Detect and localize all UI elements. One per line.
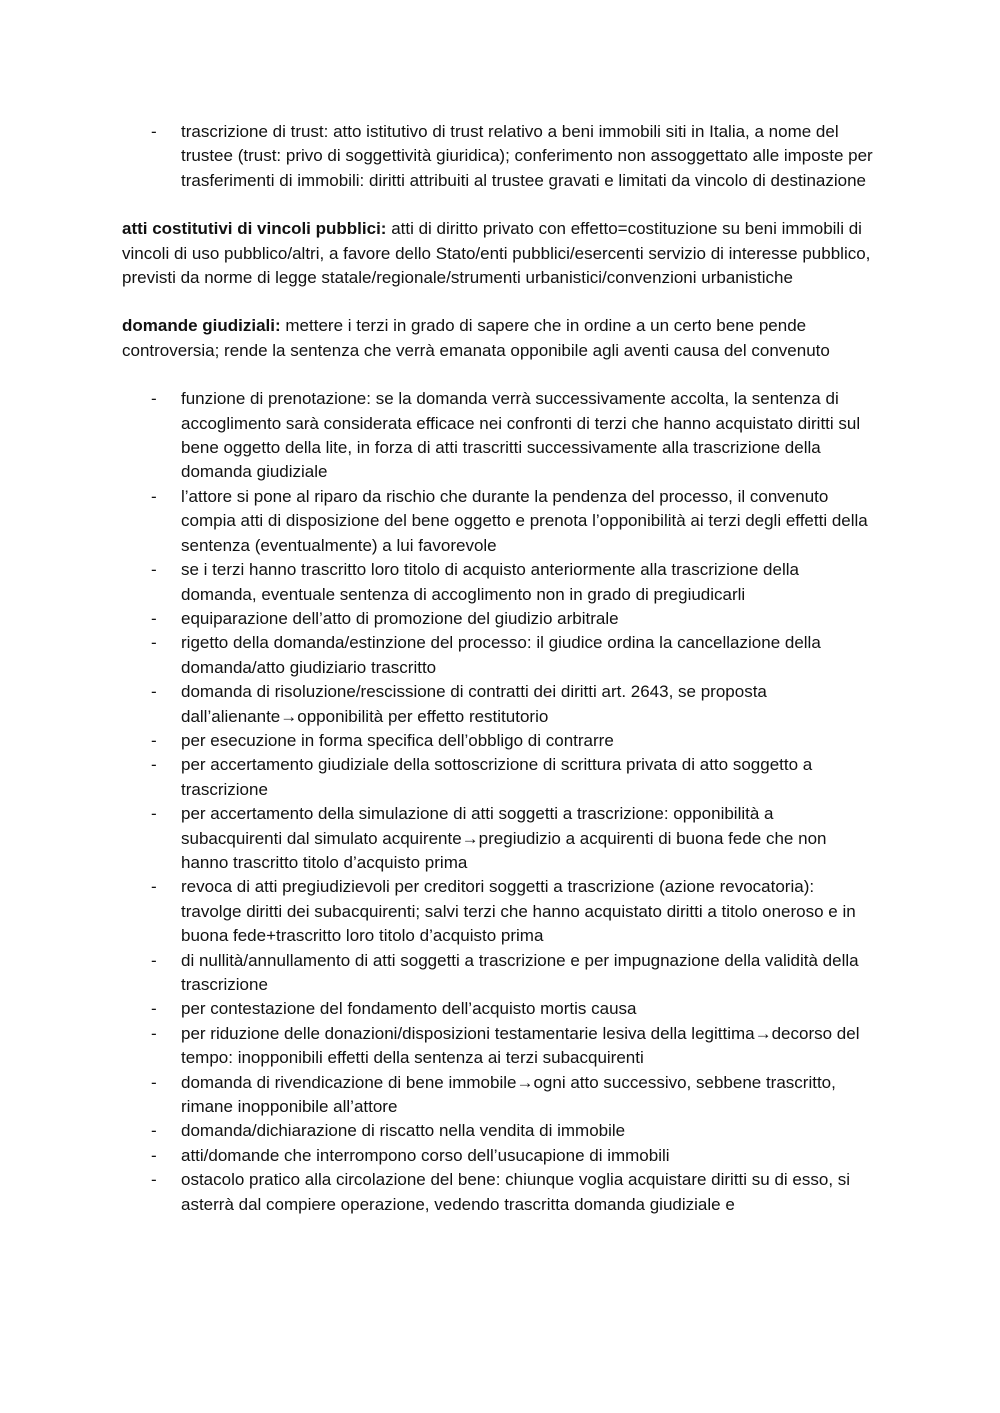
list-item: - domanda di risoluzione/rescissione di contratti dei diritti art. 2643, se proposta dall’alienante→opponibilità per effetto restitutorio xyxy=(122,680,878,729)
domande-term: domande giudiziali: xyxy=(122,316,281,336)
list-item: - per esecuzione in forma specifica dell’obbligo di contrarre xyxy=(122,729,878,753)
list-item: - di nullità/annullamento di atti soggetti a trascrizione e per impugnazione della validità della trascrizione xyxy=(122,949,878,998)
list-item: - per accertamento giudiziale della sottoscrizione di scrittura privata di atto soggetto a trascrizione xyxy=(122,753,878,802)
list-item: - funzione di prenotazione: se la domanda verrà successivamente accolta, la sentenza di accoglimento sarà considerata efficace nei confronti di terzi che hanno acquistato diritti sul bene oggetto della lite, in forza di atti trascritti successivamente alla trascrizione della domanda giudiziale xyxy=(122,387,878,485)
domande-paragraph xyxy=(122,314,878,363)
vincoli-paragraph xyxy=(122,217,878,290)
list-item: - equiparazione dell’atto di promozione del giudizio arbitrale xyxy=(122,607,878,631)
vincoli-text: atti di diritto privato con effetto=costituzione su beni immobili di vincoli di uso pubblico/altri, a favore dello Stato/enti pubblici/esercenti servizio di interesse pubblico, previsti da norme di legge statale/regionale/strumenti urbanistici/convenzioni urbanistiche xyxy=(122,219,871,288)
list-item: - per contestazione del fondamento dell’acquisto mortis causa xyxy=(122,997,878,1021)
domande-text: mettere i terzi in grado di sapere che in ordine a un certo bene pende controversia; rende la sentenza che verrà emanata opponibile agli aventi causa del convenuto xyxy=(122,316,830,360)
list-item: - l’attore si pone al riparo da rischio che durante la pendenza del processo, il convenuto compia atti di disposizione del bene oggetto e prenota l’opponibilità ai terzi degli effetti della sentenza (eventualmente) a lui favorevole xyxy=(122,485,878,558)
list-item: - per riduzione delle donazioni/disposizioni testamentarie lesiva della legittima→decorso del tempo: inopponibili effetti della sentenza ai terzi subacquirenti xyxy=(122,1022,878,1071)
list-item: - revoca di atti pregiudizievoli per creditori soggetti a trascrizione (azione revocatoria): travolge diritti dei subacquirenti; salvi terzi che hanno acquistato diritti a titolo oneroso e in buona fede+trascritto loro titolo d’acquisto prima xyxy=(122,875,878,948)
list-item: - se i terzi hanno trascritto loro titolo di acquisto anteriormente alla trascrizione della domanda, eventuale sentenza di accoglimento non in grado di pregiudicarli xyxy=(122,558,878,607)
list-item: - per accertamento della simulazione di atti soggetti a trascrizione: opponibilità a subacquirenti dal simulato acquirente→pregiudizio a acquirenti di buona fede che non hanno trascritto titolo d’acquisto prima xyxy=(122,802,878,875)
vincoli-term: atti costitutivi di vincoli pubblici: xyxy=(122,219,387,239)
domande-list xyxy=(122,387,878,1217)
list-item: - ostacolo pratico alla circolazione del bene: chiunque voglia acquistare diritti su di esso, si asterrà dal compiere operazione, vedendo trascritta domanda giudiziale e xyxy=(122,1168,878,1217)
list-item: - rigetto della domanda/estinzione del processo: il giudice ordina la cancellazione della domanda/atto giudiziario trascritto xyxy=(122,631,878,680)
intro-list xyxy=(122,120,878,193)
list-item: - trascrizione di trust: atto istitutivo di trust relativo a beni immobili siti in Italia, a nome del trustee (trust: privo di soggettività giuridica); conferimento non assoggettato alle imposte per trasferimenti di immobili: diritti attribuiti al trustee gravati e limitati da vincolo di destinazione xyxy=(122,120,878,193)
list-item: - atti/domande che interrompono corso dell’usucapione di immobili xyxy=(122,1144,878,1168)
list-item: - domanda di rivendicazione di bene immobile→ogni atto successivo, sebbene trascritto, rimane inopponibile all’attore xyxy=(122,1071,878,1120)
list-item: - domanda/dichiarazione di riscatto nella vendita di immobile xyxy=(122,1119,878,1143)
